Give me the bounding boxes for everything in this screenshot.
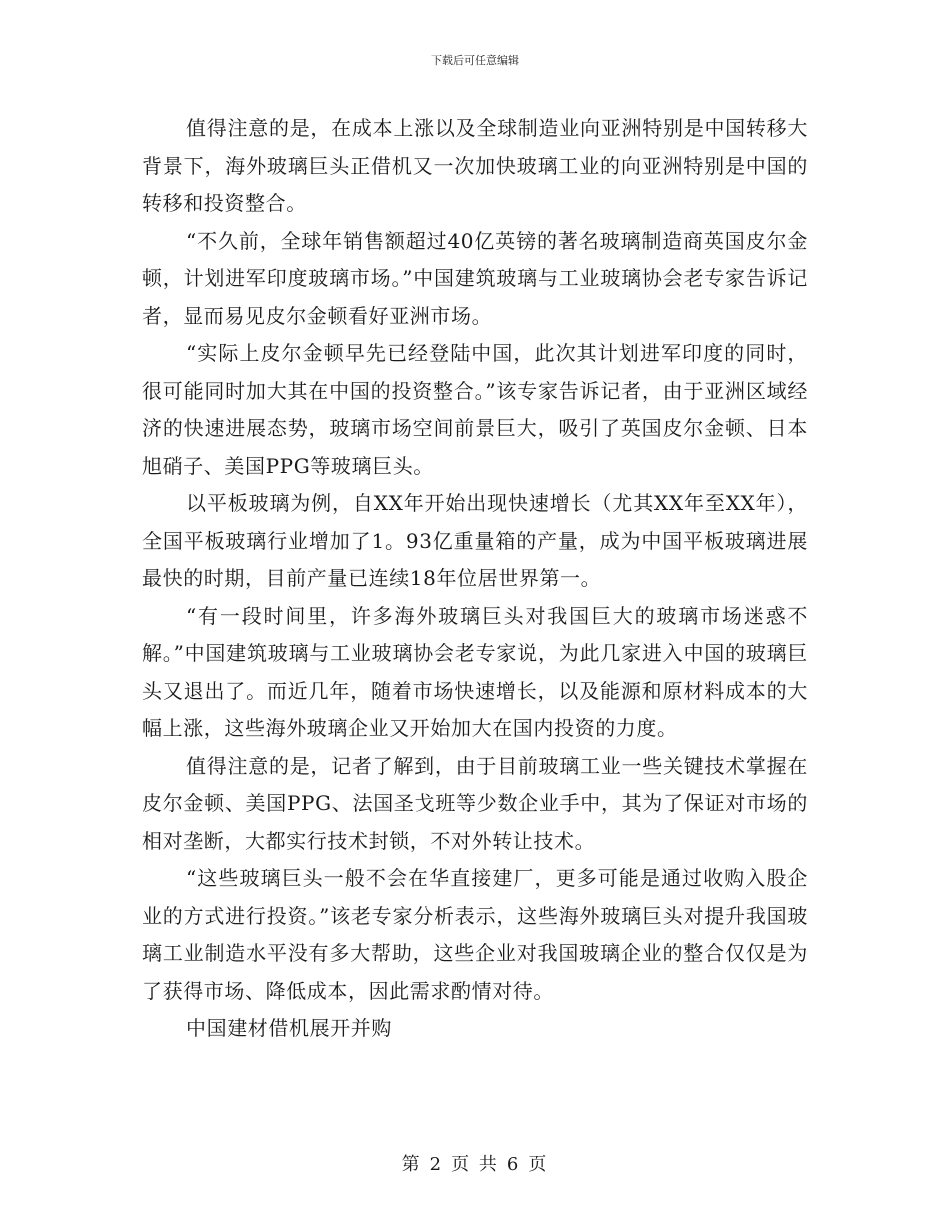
article-body — [142, 110, 808, 1048]
current-page-number: 2 — [429, 1154, 444, 1175]
paragraph: “实际上皮尔金顿早先已经登陆中国，此次其计划进军印度的同时，很可能同时加大其在中国的投资整合。”该专家告诉记者，由于亚洲区域经济的快速进展态势，玻璃市场空间前景巨大，吸引了英国皮尔金顿、日本旭硝子、美国PPG等玻璃巨头。 — [142, 341, 808, 478]
paragraph: “不久前，全球年销售额超过40亿英镑的著名玻璃制造商英国皮尔金顿，计划进军印度玻璃市场。”中国建筑玻璃与工业玻璃协会老专家告诉记者，显而易见皮尔金顿看好亚洲市场。 — [142, 228, 808, 328]
paragraph: “有一段时间里，许多海外玻璃巨头对我国巨大的玻璃市场迷惑不解。”中国建筑玻璃与工业玻璃协会老专家说，为此几家进入中国的玻璃巨头又退出了。而近几年，随着市场快速增长，以及能源和原材料成本的大幅上涨，这些海外玻璃企业又开始加大在国内投资的力度。 — [142, 603, 808, 740]
footer-prefix: 第 — [401, 1154, 422, 1175]
page-footer — [0, 1150, 950, 1176]
footer-mid: 页 共 — [451, 1154, 499, 1175]
paragraph: 以平板玻璃为例，自XX年开始出现快速增长（尤其XX年至XX年），全国平板玻璃行业增加了1。93亿重量箱的产量，成为中国平板玻璃进展最快的时期，目前产量已连续18年位居世界第一。 — [142, 491, 808, 590]
paragraph: “这些玻璃巨头一般不会在华直接建厂，更多可能是通过收购入股企业的方式进行投资。”该老专家分析表示，这些海外玻璃巨头对提升我国玻璃工业制造水平没有多大帮助，这些企业对我国玻璃企业的整合仅仅是为了获得市场、降低成本，因此需求酌情对待。 — [142, 866, 808, 1003]
page-header: 下载后可任意编辑 — [431, 54, 519, 67]
section-heading: 中国建材借机展开并购 — [186, 1016, 392, 1040]
paragraph: 值得注意的是，记者了解到，由于目前玻璃工业一些关键技术掌握在皮尔金顿、美国PPG、法国圣戈班等少数企业手中，其为了保证对市场的相对垄断，大都实行技术封锁，不对外转让技术。 — [142, 753, 808, 853]
paragraph: 值得注意的是，在成本上涨以及全球制造业向亚洲特别是中国转移大背景下，海外玻璃巨头正借机又一次加快玻璃工业的向亚洲特别是中国的转移和投资整合。 — [142, 116, 808, 215]
total-page-count: 6 — [506, 1154, 521, 1175]
footer-suffix: 页 — [528, 1154, 549, 1175]
